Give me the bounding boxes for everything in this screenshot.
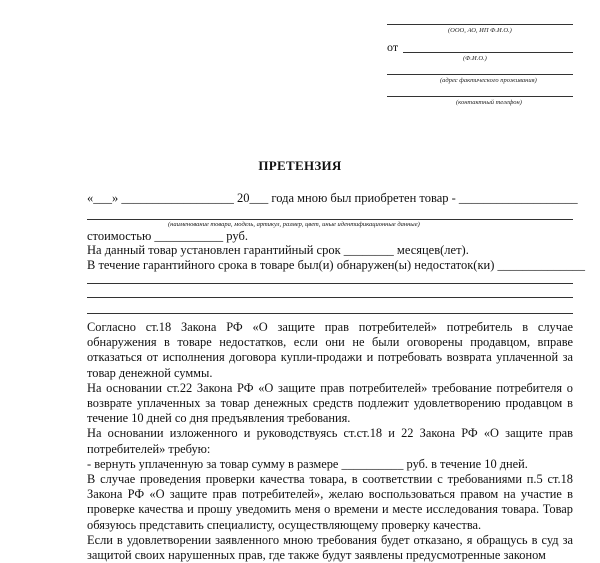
paragraph-court-warning: Если в удовлетворении заявленного мною требования будет отказано, я обращусь в суд за защитой своих нарушенных прав, где также будут заявлены предусмотренные законом — [87, 532, 573, 563]
paragraph-demand-intro: На основании изложенного и руководствуясь ст.ст.18 и 22 Закона РФ «О защите прав потребителей» требую: — [87, 426, 573, 456]
sender-name-line — [403, 52, 573, 53]
sender-address-note: (адрес фактического проживания) — [440, 77, 537, 84]
defects-blank-line-3 — [87, 313, 573, 314]
sender-phone-line — [387, 96, 573, 97]
claim-body — [87, 320, 573, 563]
sender-phone-note: (контактный телефон) — [456, 99, 522, 106]
defects-blank-line-2 — [87, 297, 573, 298]
recipient-org-line — [387, 24, 573, 25]
cost-line: стоимостью ___________ руб. — [87, 229, 248, 243]
sender-address-line — [387, 74, 573, 75]
recipient-org-note: (ООО, АО, ИП Ф.И.О.) — [448, 27, 512, 34]
paragraph-article-22: На основании ст.22 Закона РФ «О защите прав потребителей» требование потребителя о возврате уплаченных за товар денежных средств подлежит удовлетворению продавцом в течение 10 дней со дня предъявления требования. — [87, 380, 573, 426]
warranty-line: На данный товар установлен гарантийный срок ________ месяцев(лет). — [87, 243, 469, 257]
defects-blank-line-1 — [87, 283, 573, 284]
paragraph-refund-demand: - вернуть уплаченную за товар сумму в размере __________ руб. в течение 10 дней. — [87, 456, 528, 471]
paragraph-article-18: Согласно ст.18 Закона РФ «О защите прав потребителей» потребитель в случае обнаружения в товаре недостатков, если они не были оговорены продавцом, вправе отказаться от исполнения договора купли-продажи и потребовать возврата уплаченной за товар денежной суммы. — [87, 320, 573, 380]
purchase-date-line: «___» __________________ 20___ года мною был приобретен товар - ___________________ — [87, 191, 578, 205]
sender-name-note: (Ф.И.О.) — [463, 55, 487, 62]
document-title: ПРЕТЕНЗИЯ — [258, 158, 342, 173]
paragraph-quality-check: В случае проведения проверки качества товара, в соответствии с требованиями п.5 ст.18 Закона РФ «О защите прав потребителей», желаю воспользоваться правом на участие в проверке качества и прошу уведомить меня о времени и месте исследования товара. Товар обязуюсь представить специалисту, осуществляющему проверку качества. — [87, 472, 573, 532]
from-label: от — [387, 40, 399, 54]
defects-line: В течение гарантийного срока в товаре был(и) обнаружен(ы) недостаток(ки) ______________ — [87, 258, 585, 272]
product-name-line — [87, 219, 573, 220]
product-name-note: (наименование товара, модель, артикул, размер, цвет, иные идентификационные данные) — [168, 221, 420, 228]
